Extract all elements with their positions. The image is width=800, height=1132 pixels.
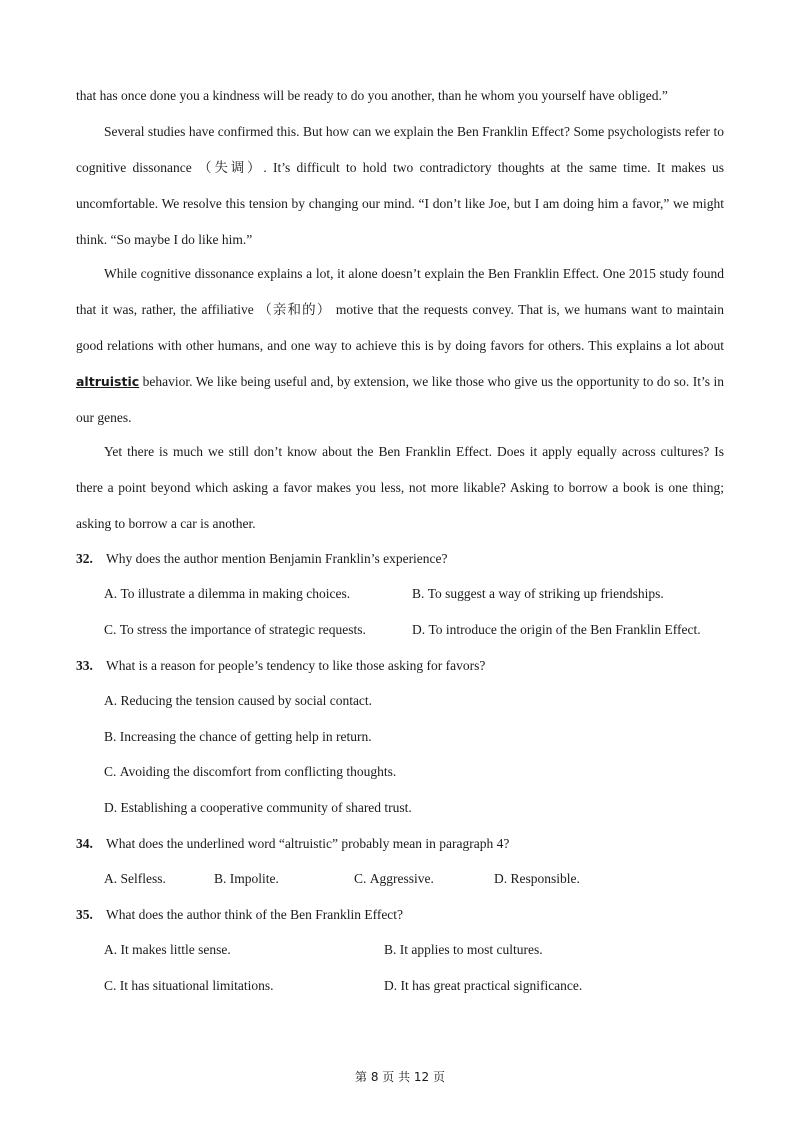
- question-35-option-d[interactable]: D. It has great practical significance.: [384, 978, 583, 993]
- question-32-option-a[interactable]: A. To illustrate a dilemma in making choices.: [104, 586, 351, 601]
- passage-paragraph-3: [76, 256, 724, 436]
- question-stem: Why does the author mention Benjamin Franklin’s experience?: [106, 551, 448, 566]
- question-34-option-c[interactable]: C. Aggressive.: [354, 871, 434, 886]
- question-33-option-d[interactable]: D. Establishing a cooperative community of shared trust.: [104, 800, 412, 815]
- question-stem: What is a reason for people’s tendency to like those asking for favors?: [106, 658, 486, 673]
- question-stem: What does the underlined word “altruistic” probably mean in paragraph 4?: [106, 836, 510, 851]
- question-34-option-d[interactable]: D. Responsible.: [494, 871, 580, 886]
- passage-paragraph-1-tail: that has once done you a kindness will be ready to do you another, than he whom you yourself have obliged.”: [76, 88, 668, 103]
- question-33-option-b[interactable]: B. Increasing the chance of getting help in return.: [104, 729, 372, 744]
- question-32: [76, 549, 736, 569]
- question-35-option-a[interactable]: A. It makes little sense.: [104, 942, 231, 957]
- question-number: 33.: [76, 658, 93, 673]
- question-33-option-c[interactable]: C. Avoiding the discomfort from conflicting thoughts.: [104, 764, 397, 779]
- question-35-option-c[interactable]: C. It has situational limitations.: [104, 978, 274, 993]
- question-33-option-a[interactable]: A. Reducing the tension caused by social contact.: [104, 693, 373, 708]
- question-33: [76, 656, 736, 676]
- question-35-option-b[interactable]: B. It applies to most cultures.: [384, 942, 543, 957]
- paragraph-3-text-before: While cognitive dissonance explains a lot, it alone doesn’t explain the Ben Franklin Effect. One 2015 study found that it was, rather, the affiliative （亲和的） motive that the requests convey. That is, we humans want to maintain good relations with other humans, and one way to achieve this is by doing favors for others. This explains a lot about: [76, 266, 724, 353]
- underlined-word-altruistic: altruistic: [76, 374, 140, 389]
- page-number-footer: 第 8 页 共 12 页: [355, 1070, 445, 1084]
- passage-paragraph-4: Yet there is much we still don’t know about the Ben Franklin Effect. Does it apply equally across cultures? Is there a point beyond which asking a favor makes you less, not more likable? Asking to borrow a book is one thing; asking to borrow a car is another.: [76, 444, 724, 531]
- question-number: 32.: [76, 551, 93, 566]
- question-35: [76, 905, 736, 925]
- question-34-option-a[interactable]: A. Selfless.: [104, 871, 166, 886]
- question-34: [76, 834, 736, 854]
- question-32-option-d[interactable]: D. To introduce the origin of the Ben Franklin Effect.: [412, 622, 701, 637]
- question-32-option-c[interactable]: C. To stress the importance of strategic requests.: [104, 622, 366, 637]
- passage-paragraph-2: Several studies have confirmed this. But how can we explain the Ben Franklin Effect? Some psychologists refer to cognitive dissonance （失调）. It’s difficult to hold two contradictory thoughts at the same time. It makes us uncomfortable. We resolve this tension by changing our mind. “I don’t like Joe, but I am doing him a favor,” we might think. “So maybe I do like him.”: [76, 124, 724, 247]
- question-number: 35.: [76, 907, 93, 922]
- question-number: 34.: [76, 836, 93, 851]
- paragraph-3-text-after: behavior. We like being useful and, by extension, we like those who give us the opportunity to do so. It’s in our genes.: [76, 374, 724, 425]
- question-stem: What does the author think of the Ben Franklin Effect?: [106, 907, 404, 922]
- question-34-option-b[interactable]: B. Impolite.: [214, 871, 279, 886]
- question-32-option-b[interactable]: B. To suggest a way of striking up friendships.: [412, 586, 664, 601]
